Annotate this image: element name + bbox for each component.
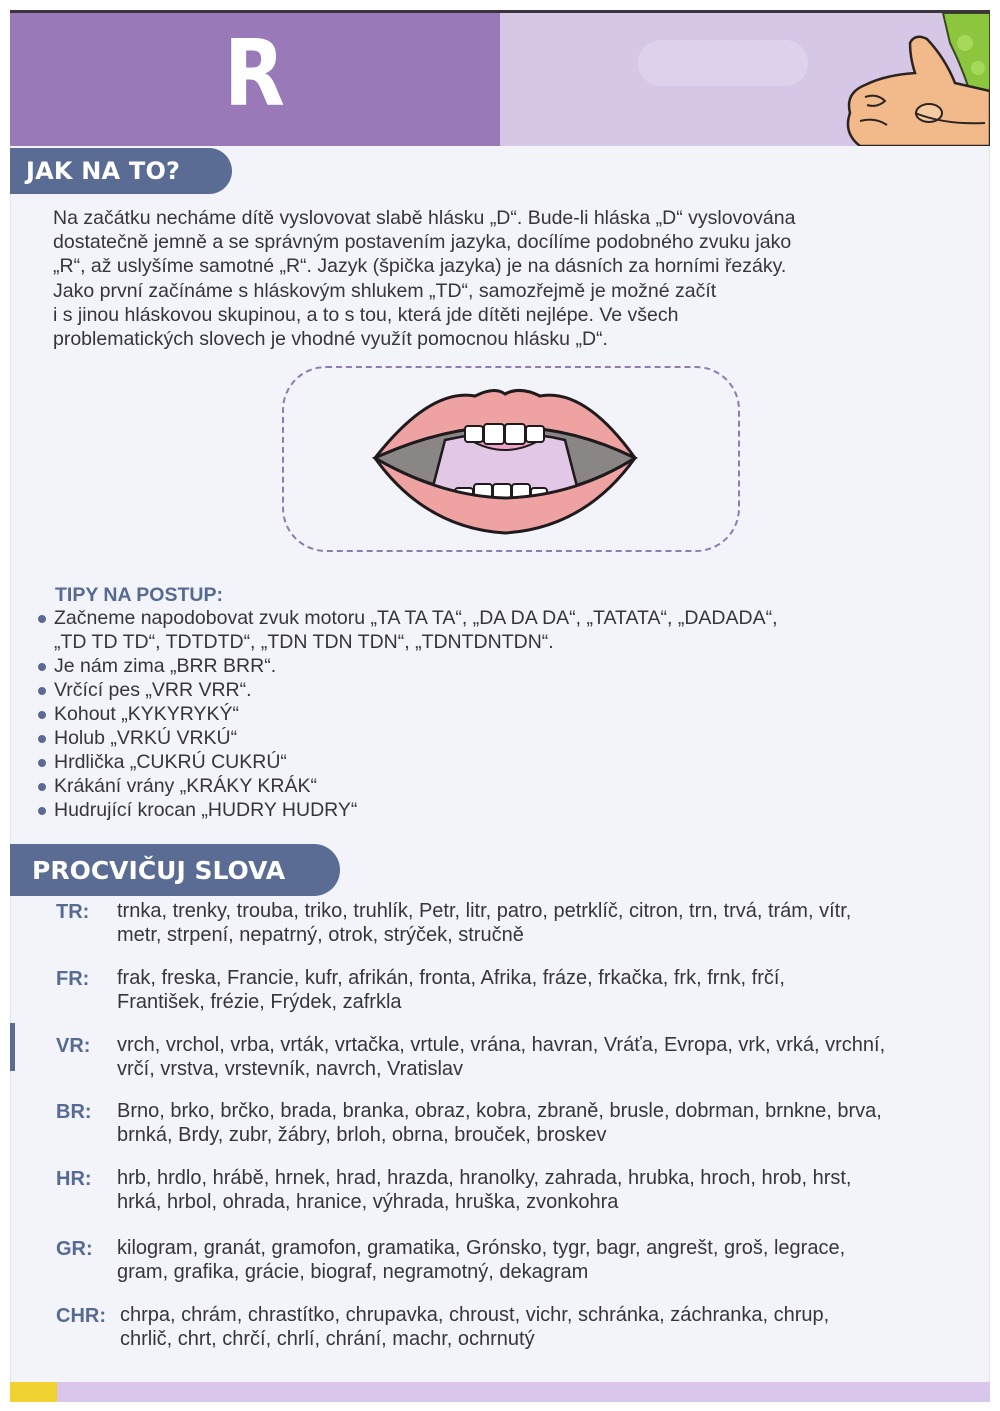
tip-text: Hudrující krocan „HUDRY HUDRY“ — [54, 799, 358, 821]
section-title-how-to — [10, 148, 232, 194]
words-line: hrká, hrbol, ohrada, hranice, výhrada, hruška, zvonkohra — [117, 1190, 619, 1213]
words-line: vrčí, vrstva, vrstevník, navrch, Vratislav — [117, 1057, 464, 1080]
group-label: GR: — [56, 1238, 93, 1260]
bullet-icon — [38, 807, 46, 815]
tip-text: Kohout „KYKYRYKÝ“ — [54, 703, 239, 725]
bullet-icon — [38, 759, 46, 767]
bullet-icon — [38, 735, 46, 743]
section-title-practice-text: PROCVIČUJ SLOVA — [32, 855, 286, 885]
tip-item — [35, 702, 778, 726]
intro-line: i s jinou hláskovou skupinou, a to s tou, která jde dítěti nejlépe. Ve všech — [53, 303, 679, 326]
bullet-icon — [38, 615, 46, 623]
footer-band — [10, 1382, 990, 1402]
tip-item — [35, 606, 778, 654]
group-words — [117, 900, 990, 947]
footer-accent — [10, 1382, 57, 1402]
words-line: František, frézie, Frýdek, zafrkla — [117, 990, 402, 1013]
worksheet-page — [10, 10, 990, 1402]
words-line: frak, freska, Francie, kufr, afrikán, fronta, Afrika, fráze, frkačka, frk, frnk, frčí, — [117, 967, 785, 989]
section-title-practice — [10, 844, 340, 896]
group-words — [117, 967, 990, 1014]
tip-item — [35, 774, 778, 798]
group-label: TR: — [56, 901, 90, 923]
intro-line: Jako první začínáme s hláskovým shlukem „TD“, samozřejmě je možné začít — [53, 279, 717, 302]
group-words — [117, 1237, 990, 1284]
tip-item — [35, 678, 778, 702]
group-label: CHR: — [56, 1305, 106, 1327]
tip-text: Začneme napodobovat zvuk motoru „TA TA TA“, „DA DA DA“, „TATATA“, „DADADA“, — [54, 607, 778, 629]
words-line: vrch, vrchol, vrba, vrták, vrtačka, vrtule, vrána, havran, Vráťa, Evropa, vrk, vrká, vrchní, — [117, 1034, 886, 1056]
intro-line: Na začátku necháme dítě vyslovovat slabě hlásku „D“. Bude-li hláska „D“ vyslovována — [53, 207, 796, 229]
bullet-icon — [38, 783, 46, 791]
intro-line: problematických slovech je vhodné využít pomocnou hlásku „D“. — [53, 328, 608, 351]
tip-text: Je nám zima „BRR BRR“. — [54, 655, 277, 677]
bullet-icon — [38, 711, 46, 719]
section-title-how-to-text: JAK NA TO? — [26, 157, 181, 185]
words-line: brnká, Brdy, zubr, žábry, brloh, obrna, brouček, broskev — [117, 1123, 607, 1146]
bullet-icon — [38, 663, 46, 671]
words-line: chrlič, chrt, chrčí, chrlí, chrání, machr, ochrnutý — [120, 1327, 535, 1350]
intro-line: dostatečně jemně a se správným postavením jazyka, docílíme podobného zvuku jako — [53, 231, 792, 254]
words-line: chrpa, chrám, chrastítko, chrupavka, chroust, vichr, schránka, záchranka, chrup, — [120, 1304, 830, 1326]
words-line: kilogram, granát, gramofon, gramatika, Grónsko, tygr, bagr, angrešt, groš, legrace, — [117, 1237, 846, 1259]
tip-text: Holub „VRKÚ VRKÚ“ — [54, 727, 238, 749]
intro-paragraph — [53, 206, 953, 351]
tip-text: Vrčící pes „VRR VRR“. — [54, 679, 252, 701]
tip-item — [35, 798, 778, 822]
tip-text: „TD TD TD“, TDTDTD“, „TDN TDN TDN“, „TDNTDNTDN“. — [54, 631, 554, 653]
group-words — [117, 1167, 990, 1214]
tip-text: Hrdlička „CUKRÚ CUKRÚ“ — [54, 751, 287, 773]
header-ghost-shape — [638, 40, 808, 86]
page-letter-title: R — [224, 20, 285, 127]
words-line: metr, strpení, nepatrný, otrok, strýček, stručně — [117, 923, 524, 946]
words-line: hrb, hrdlo, hrábě, hrnek, hrad, hrazda, hranolky, zahrada, hrubka, hroch, hrob, hrst, — [117, 1167, 852, 1189]
tips-heading: TIPY NA POSTUP: — [55, 584, 223, 606]
tip-item — [35, 750, 778, 774]
words-line: Brno, brko, brčko, brada, branka, obraz, kobra, zbraně, brusle, dobrman, brnkne, brva, — [117, 1100, 882, 1122]
tip-item — [35, 654, 778, 678]
tips-list — [35, 606, 778, 822]
group-words — [120, 1304, 990, 1351]
group-label: BR: — [56, 1101, 92, 1123]
group-words — [117, 1034, 990, 1081]
group-label: FR: — [56, 968, 90, 990]
intro-line: „R“, až uslyšíme samotné „R“. Jazyk (špička jazyka) je na dásních za horními řezáky. — [53, 255, 787, 278]
words-line: trnka, trenky, trouba, triko, truhlík, Petr, litr, patro, petrklíč, citron, trn, trvá, trám, vítr, — [117, 900, 852, 922]
bullet-icon — [38, 687, 46, 695]
tip-text: Krákání vrány „KRÁKY KRÁK“ — [54, 775, 317, 797]
group-label: HR: — [56, 1168, 92, 1190]
tip-item — [35, 726, 778, 750]
words-line: gram, grafika, grácie, biograf, negramotný, dekagram — [117, 1260, 589, 1283]
group-words — [117, 1100, 990, 1147]
hand-illustration-icon — [815, 13, 990, 146]
edge-marker — [10, 1023, 15, 1071]
group-label: VR: — [56, 1035, 91, 1057]
open-mouth-icon — [370, 378, 640, 540]
